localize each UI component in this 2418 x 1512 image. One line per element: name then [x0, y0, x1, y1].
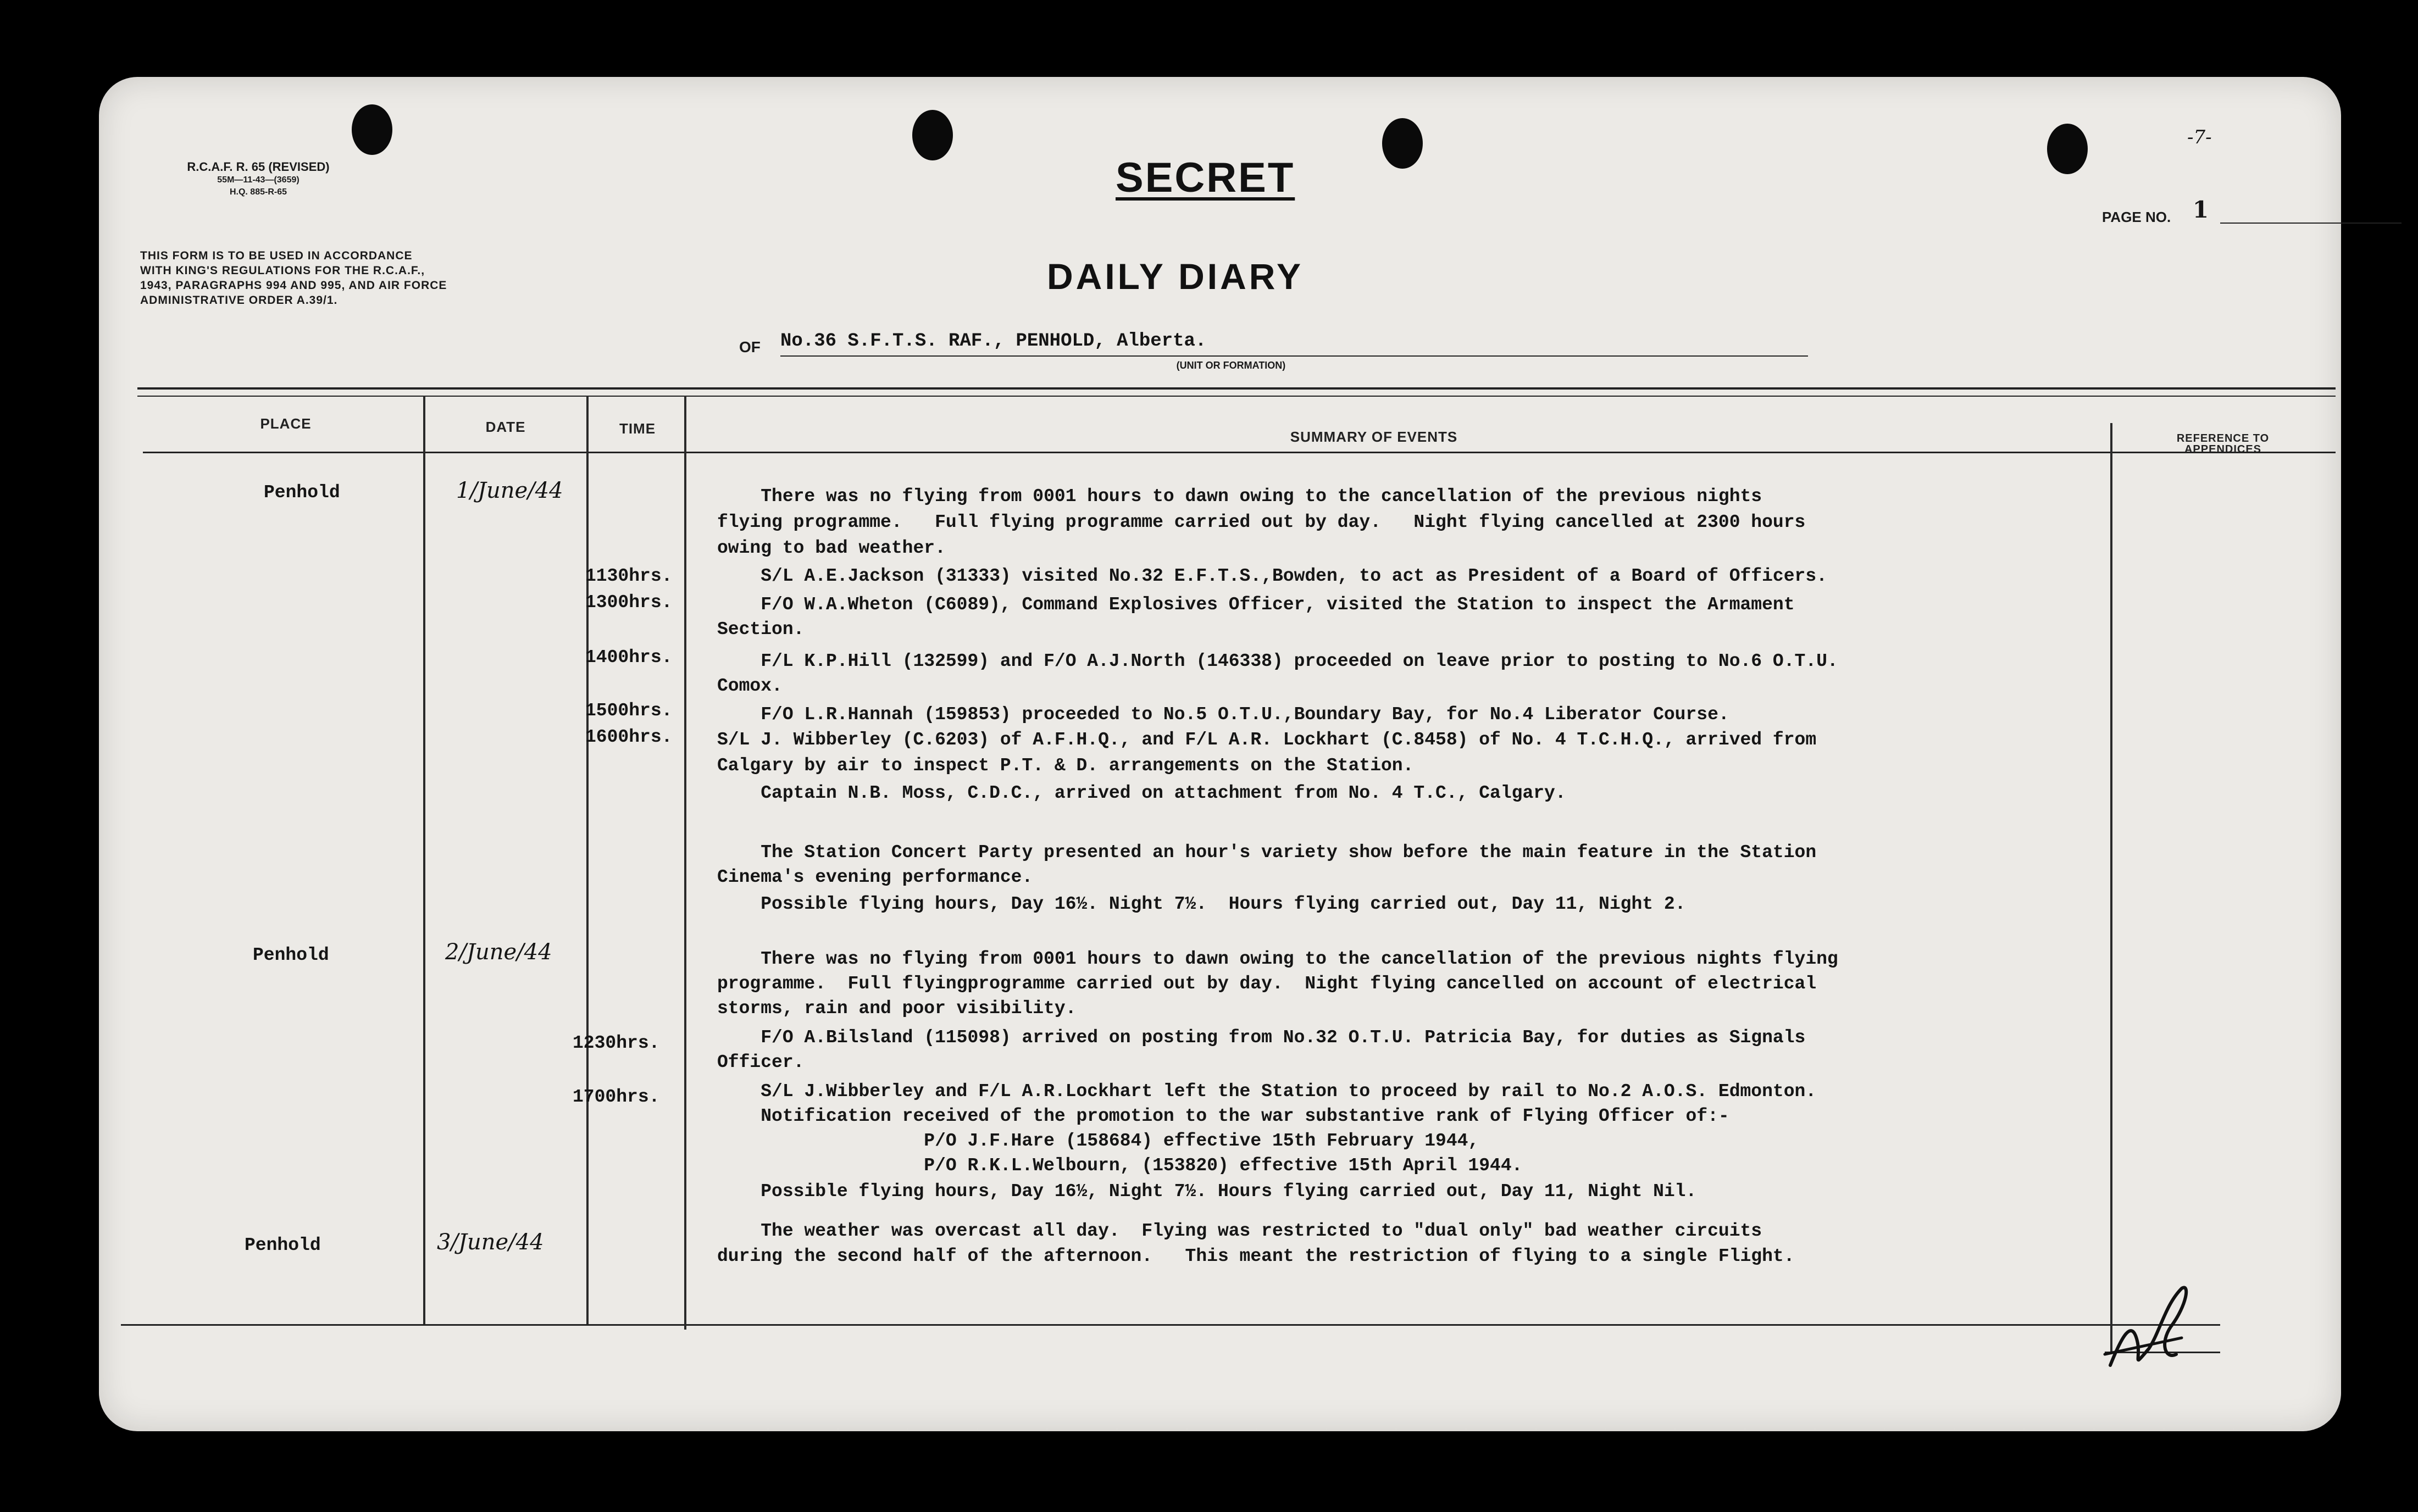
form-code-line: 55M—11-43—(3659)	[217, 175, 300, 185]
summary-line: flying programme. Full flying programme carried out by day. Night flying cancelled at 2300 hours	[717, 512, 1806, 532]
time-cell: 1700hrs.	[573, 1087, 660, 1107]
table-top-rule	[137, 387, 2336, 390]
summary-line: S/L J.Wibberley and F/L A.R.Lockhart left the Station to proceed by rail to No.2 A.O.S. Edmonton.	[717, 1081, 1817, 1102]
summary-line: Comox.	[717, 676, 783, 696]
table-bottom-rule	[121, 1324, 2220, 1326]
column-header-date: DATE	[485, 419, 526, 435]
summary-line: F/L K.P.Hill (132599) and F/O A.J.North (146338) proceeded on leave prior to posting to No.6 O.T.U.	[717, 651, 1838, 671]
summary-line: Officer.	[717, 1052, 805, 1072]
time-cell: 1130hrs.	[585, 566, 673, 586]
summary-line: P/O R.K.L.Welbourn, (153820) effective 15th April 1944.	[717, 1155, 1523, 1176]
summary-line: Notification received of the promotion to the war substantive rank of Flying Officer of:-	[717, 1106, 1729, 1126]
page-title: DAILY DIARY	[1047, 256, 1304, 297]
summary-line: Possible flying hours, Day 16½, Night 7½. Hours flying carried out, Day 11, Night Nil.	[717, 1181, 1697, 1202]
time-cell: 1230hrs.	[573, 1033, 660, 1053]
summary-line: There was no flying from 0001 hours to dawn owing to the cancellation of the previous nights flying	[717, 949, 1838, 969]
summary-line: Section.	[717, 619, 805, 640]
summary-line: Calgary by air to inspect P.T. & D. arrangements on the Station.	[717, 755, 1414, 776]
column-divider	[2110, 423, 2112, 1352]
signature-initials	[2099, 1272, 2198, 1382]
date-cell: 1/June/44	[456, 478, 563, 503]
diary-sheet	[99, 77, 2341, 1431]
place-cell: Penhold	[264, 482, 340, 503]
summary-line: storms, rain and poor visibility.	[717, 998, 1077, 1019]
page-number-rule	[2220, 223, 2402, 224]
summary-line: F/O A.Bilsland (115098) arrived on posting from No.32 O.T.U. Patricia Bay, for duties as Signals	[717, 1027, 1806, 1048]
header-bottom-rule	[143, 452, 2336, 453]
time-cell: 1400hrs.	[585, 647, 673, 668]
date-cell: 2/June/44	[445, 940, 552, 965]
unit-rule	[780, 355, 1808, 357]
time-cell: 1300hrs.	[585, 592, 673, 613]
summary-line: Possible flying hours, Day 16½. Night 7½. Hours flying carried out, Day 11, Night 2.	[717, 894, 1686, 914]
unit-name: No.36 S.F.T.S. RAF., PENHOLD, Alberta.	[780, 331, 1207, 352]
punch-hole	[2047, 124, 2088, 174]
summary-line: F/O L.R.Hannah (159853) proceeded to No.5 O.T.U.,Boundary Bay, for No.4 Liberator Course.	[717, 704, 1729, 725]
column-header-reference	[2129, 433, 2316, 455]
summary-line: The Station Concert Party presented an hour's variety show before the main feature in the Station	[717, 842, 1817, 863]
time-cell: 1500hrs.	[585, 701, 673, 721]
summary-line: S/L A.E.Jackson (31333) visited No.32 E.F.T.S.,Bowden, to act as President of a Board of Officers.	[717, 566, 1827, 586]
column-divider	[586, 396, 589, 1324]
punch-hole	[912, 110, 953, 160]
summary-line: Cinema's evening performance.	[717, 867, 1033, 887]
column-divider	[684, 396, 686, 1330]
column-divider	[423, 396, 425, 1324]
page-number-value: 1	[2192, 196, 2209, 223]
form-instructions	[140, 248, 558, 308]
summary-line: The weather was overcast all day. Flying was restricted to "dual only" bad weather circuits	[717, 1221, 1762, 1241]
punch-hole	[352, 104, 392, 155]
summary-line: programme. Full flyingprogramme carried out by day. Night flying cancelled on account of electrical	[717, 974, 1817, 994]
summary-line: P/O J.F.Hare (158684) effective 15th February 1944,	[717, 1131, 1479, 1151]
summary-line: There was no flying from 0001 hours to dawn owing to the cancellation of the previous nights	[717, 486, 1762, 507]
table-top-rule	[137, 396, 2336, 397]
place-cell: Penhold	[245, 1235, 321, 1255]
form-code-line: H.Q. 885-R-65	[229, 187, 287, 197]
classification-heading: SECRET	[1116, 154, 1295, 201]
reference-header-line: REFERENCE TO	[2176, 432, 2270, 444]
column-header-time: TIME	[619, 420, 656, 437]
column-header-place: PLACE	[260, 415, 312, 432]
time-cell: 1600hrs.	[585, 727, 673, 747]
punch-hole	[1382, 118, 1423, 169]
instruction-line: WITH KING'S REGULATIONS FOR THE R.C.A.F.,	[140, 264, 425, 277]
column-header-summary: SUMMARY OF EVENTS	[1290, 429, 1458, 445]
summary-line: S/L J. Wibberley (C.6203) of A.F.H.Q., and F/L A.R. Lockhart (C.8458) of No. 4 T.C.H.Q., arrived from	[717, 730, 1817, 750]
place-cell: Penhold	[253, 945, 329, 965]
summary-line: Captain N.B. Moss, C.D.C., arrived on attachment from No. 4 T.C., Calgary.	[717, 783, 1566, 803]
form-code-line: R.C.A.F. R. 65 (REVISED)	[187, 160, 330, 174]
instruction-line: ADMINISTRATIVE ORDER A.39/1.	[140, 294, 338, 307]
unit-caption: (UNIT OR FORMATION)	[1176, 360, 1286, 371]
summary-line: owing to bad weather.	[717, 538, 946, 558]
summary-line: F/O W.A.Wheton (C6089), Command Explosives Officer, visited the Station to inspect the Armament	[717, 594, 1795, 615]
date-cell: 3/June/44	[437, 1230, 544, 1255]
page-number-label: PAGE NO.	[2102, 209, 2171, 225]
instruction-line: 1943, PARAGRAPHS 994 AND 995, AND AIR FORCE	[140, 279, 447, 292]
form-code	[148, 159, 368, 198]
of-label: OF	[739, 338, 761, 355]
reference-header-line: APPENDICES	[2184, 443, 2262, 455]
summary-line: during the second half of the afternoon. This meant the restriction of flying to a single Flight.	[717, 1246, 1795, 1266]
instruction-line: THIS FORM IS TO BE USED IN ACCORDANCE	[140, 249, 413, 262]
page-mark: -7-	[2187, 126, 2212, 148]
